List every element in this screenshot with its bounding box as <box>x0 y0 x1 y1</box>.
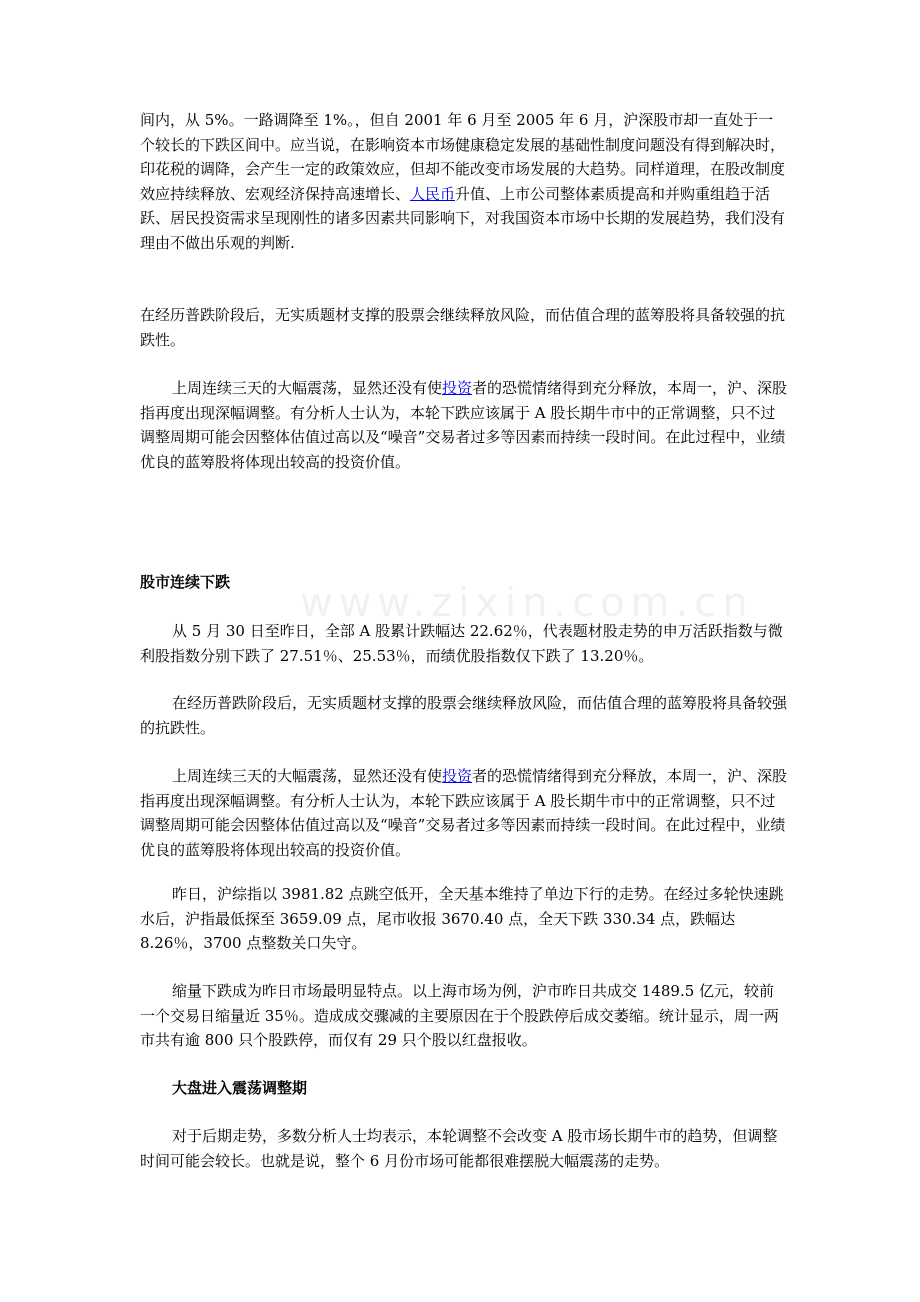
watermark: www.zixin.com.cn <box>300 580 754 626</box>
paragraph-1 <box>140 108 788 255</box>
paragraph-6-text-a: 上周连续三天的大幅震荡，显然还没有使 <box>172 767 443 785</box>
link-investment-1[interactable]: 投资 <box>442 379 473 397</box>
paragraph-4: 从 5 月 30 日至昨日，全部 A 股累计跌幅达 22.62％，代表题材股走势的申万活跃指数与微利股指数分别下跌了 27.51％、25.53％，而绩优股指数仅下跌了 13.20％。 <box>140 622 783 665</box>
paragraph-9: 对于后期走势，多数分析人士均表示，本轮调整不会改变 A 股市场长期牛市的趋势，但调整时间可能会较长。也就是说，整个 6 月份市场可能都很难摆脱大幅震荡的走势。 <box>140 1127 778 1170</box>
heading-market-decline: 股市连续下跌 <box>140 573 231 591</box>
paragraph-7: 昨日，沪综指以 3981.82 点跳空低开，全天基本维持了单边下行的走势。在经过多轮快速跳水后，沪指最低探至 3659.09 点，尾市收报 3670.40 点，全天下跌 330.34 点，跌幅达 8.26％，3700 点整数关口失守。 <box>140 885 784 952</box>
paragraph-1-text-a: 间内，从 5%。一路调降至 1%。，但自 2001 年 6 月至 2005 年 6 月，沪深股市却一直处于一个较长的下跌区间中。应当说，在影响资本市场健康稳定发展的基础性制度问题没有得到解决时，印花税的调降，会产生一定的政策效应，但却不能改变市场发展的大趋势。同样道理，在股改制度效应持续释放、宏观经济保持高速增长、 <box>140 111 786 203</box>
link-investment-2[interactable]: 投资 <box>442 767 473 785</box>
paragraph-6 <box>140 764 788 862</box>
link-renminbi[interactable]: 人民币 <box>410 184 456 203</box>
paragraph-3-text-b: 者的恐慌情绪得到充分释放，本周一，沪、深股指再度出现深幅调整。有分析人士认为，本轮下跌应该属于 A 股长期牛市中的正常调整，只不过调整周期可能会因整体估值过高以及“噪音”交易者过多等因素而持续一段时间。在此过程中，业绩优良的蓝筹股将体现出较高的投资价值。 <box>140 379 788 471</box>
paragraph-3 <box>140 376 788 474</box>
paragraph-6-text-b: 者的恐慌情绪得到充分释放，本周一，沪、深股指再度出现深幅调整。有分析人士认为，本轮下跌应该属于 A 股长期牛市中的正常调整，只不过调整周期可能会因整体估值过高以及“噪音”交易者过多等因素而持续一段时间。在此过程中，业绩优良的蓝筹股将体现出较高的投资价值。 <box>140 767 788 859</box>
paragraph-5: 在经历普跌阶段后，无实质题材支撑的股票会继续释放风险，而估值合理的蓝筹股将具备较强的抗跌性。 <box>140 694 788 737</box>
paragraph-8: 缩量下跌成为昨日市场最明显特点。以上海市场为例，沪市昨日共成交 1489.5 亿元，较前一个交易日缩量近 35％。造成成交骤减的主要原因在于个股跌停后成交萎缩。统计显示，周一两市共有逾 800 只个股跌停，而仅有 29 只个股以红盘报收。 <box>140 982 779 1049</box>
paragraph-2: 在经历普跌阶段后，无实质题材支撑的股票会继续释放风险，而估值合理的蓝筹股将具备较强的抗跌性。 <box>140 306 786 349</box>
paragraph-1-text-b: 升值、上市公司整体素质提高和并购重组趋于活跃、居民投资需求呈现刚性的诸多因素共同影响下，对我国资本市场中长期的发展趋势，我们没有理由不做出乐观的判断. <box>140 184 786 252</box>
heading-consolidation: 大盘进入震荡调整期 <box>172 1079 308 1097</box>
paragraph-3-text-a: 上周连续三天的大幅震荡，显然还没有使 <box>172 379 443 397</box>
